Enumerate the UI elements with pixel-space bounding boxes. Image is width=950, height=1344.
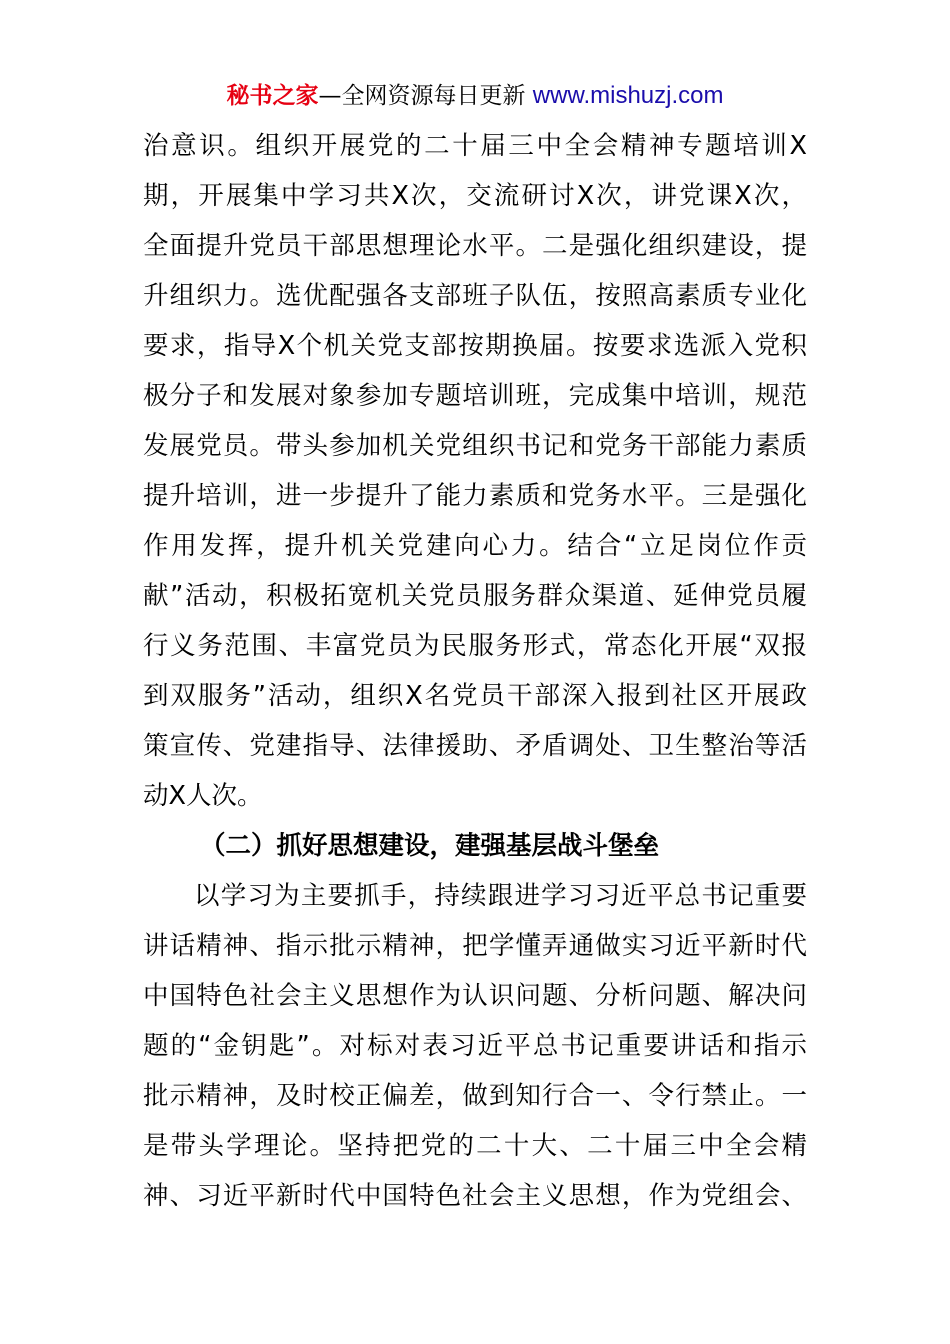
text-line: 作用发挥，提升机关党建向心力。结合“立足岗位作贡	[143, 531, 807, 561]
text-line: 发展党员。带头参加机关党组织书记和党务干部能力素质	[143, 431, 807, 461]
text-line: 中国特色社会主义思想作为认识问题、分析问题、解决问	[143, 981, 807, 1011]
header-tagline: —全网资源每日更新	[318, 83, 526, 109]
text-line: 批示精神，及时校正偏差，做到知行合一、令行禁止。一	[143, 1081, 807, 1111]
text-line: 以学习为主要抓手，持续跟进学习习近平总书记重要	[194, 881, 807, 911]
text-line: 治意识。组织开展党的二十届三中全会精神专题培训X	[143, 131, 807, 161]
text-line: 策宣传、党建指导、法律援助、矛盾调处、卫生整治等活	[143, 731, 807, 761]
text-line: 要求，指导X个机关党支部按期换届。按要求选派入党积	[143, 331, 807, 361]
text-line: 到双服务”活动，组织X名党员干部深入报到社区开展政	[143, 681, 807, 711]
brand-name: 秘书之家	[226, 83, 319, 109]
text-line: 题的“金钥匙”。对标对表习近平总书记重要讲话和指示	[143, 1031, 807, 1061]
site-link[interactable]: www.mishuzj.com	[532, 82, 724, 109]
text-line: 行义务范围、丰富党员为民服务形式，常态化开展“双报	[143, 631, 807, 661]
text-line: 讲话精神、指示批示精神，把学懂弄通做实习近平新时代	[143, 931, 807, 961]
text-line: 动X人次。	[143, 781, 263, 811]
text-line: 全面提升党员干部思想理论水平。二是强化组织建设，提	[143, 231, 807, 261]
text-line: 提升培训，进一步提升了能力素质和党务水平。三是强化	[143, 481, 807, 511]
page-header	[0, 79, 950, 113]
section-heading: （二）抓好思想建设，建强基层战斗堡垒	[200, 831, 660, 861]
text-line: 神、习近平新时代中国特色社会主义思想，作为党组会、	[143, 1181, 807, 1211]
text-line: 献”活动，积极拓宽机关党员服务群众渠道、延伸党员履	[143, 581, 807, 611]
text-line: 极分子和发展对象参加专题培训班，完成集中培训，规范	[143, 381, 807, 411]
text-line: 期，开展集中学习共X次，交流研讨X次，讲党课X次，	[143, 181, 807, 211]
text-line: 是带头学理论。坚持把党的二十大、二十届三中全会精	[143, 1131, 807, 1161]
text-line: 升组织力。选优配强各支部班子队伍，按照高素质专业化	[143, 281, 807, 311]
